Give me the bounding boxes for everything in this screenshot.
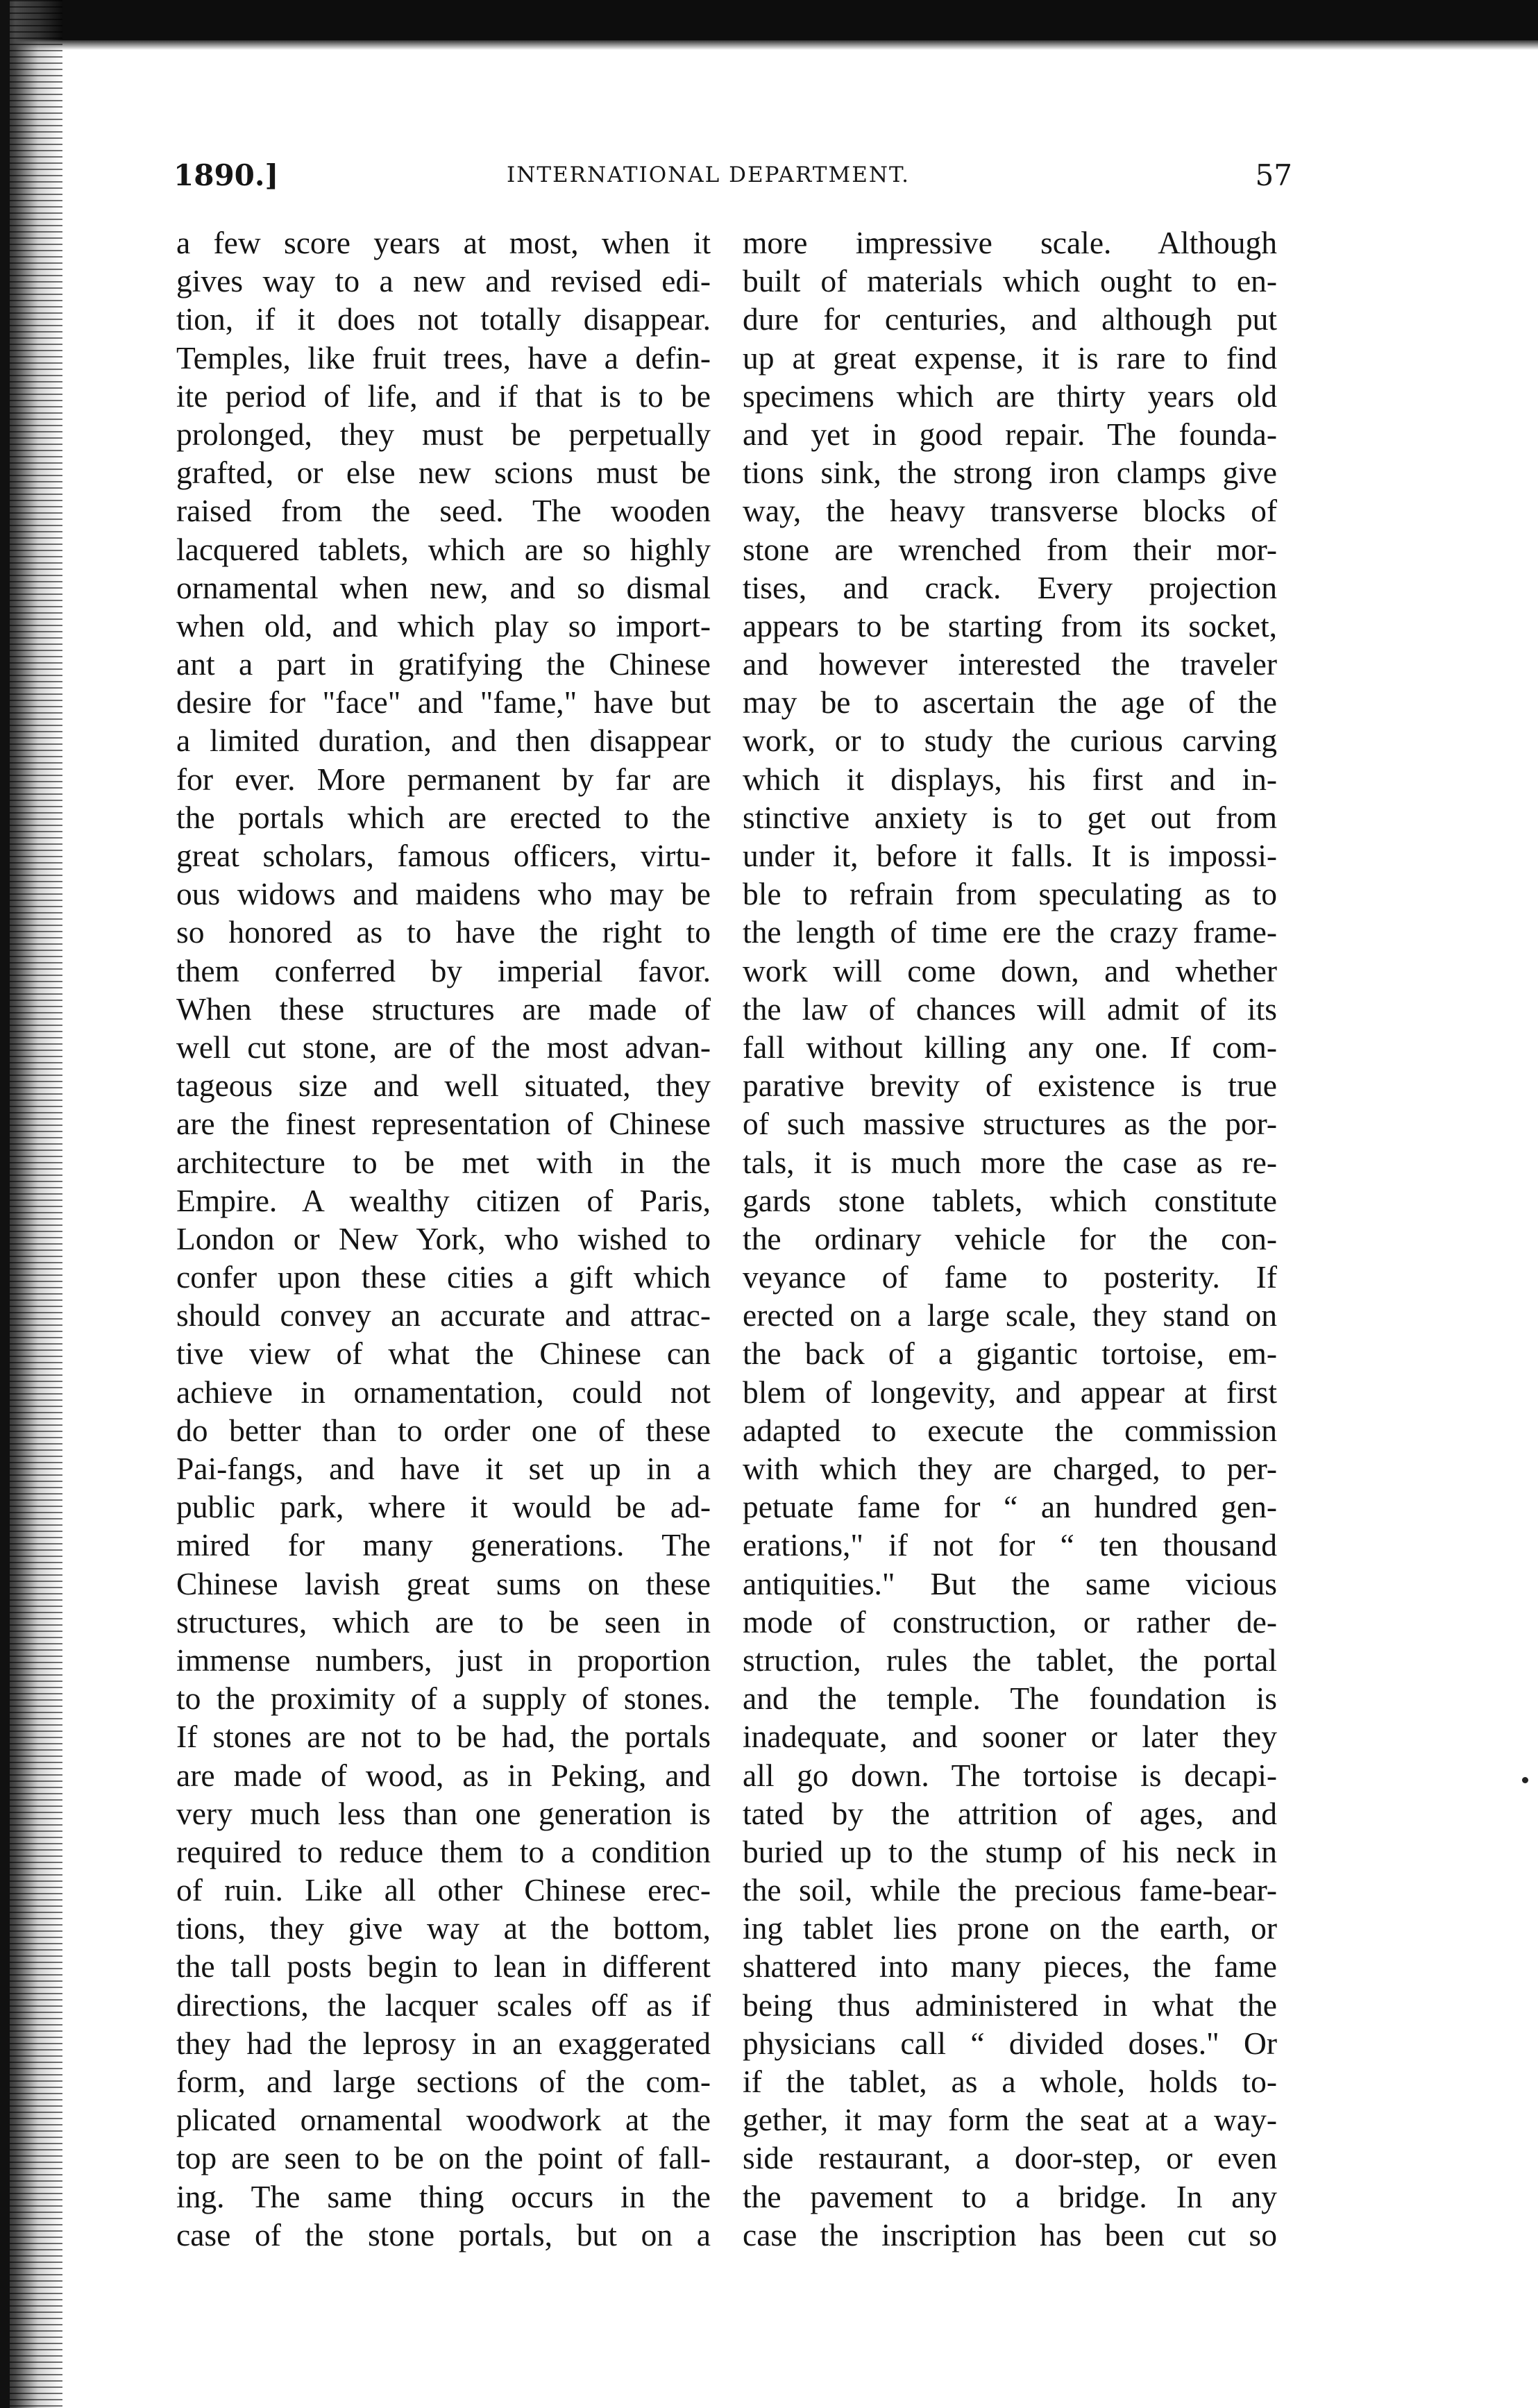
- text-line: form, and large sections of the com-: [176, 2064, 711, 2099]
- text-line: When these structures are made of: [176, 991, 711, 1027]
- scan-left-binding: [0, 0, 10, 2408]
- text-line: shattered into many pieces, the fame: [743, 1948, 1277, 1985]
- text-line: gether, it may form the seat at a way-: [743, 2102, 1277, 2138]
- text-line: prolonged, they must be perpetually: [176, 416, 711, 452]
- text-line: public park, where it would be ad-: [176, 1489, 711, 1525]
- text-line: appears to be starting from its socket,: [743, 607, 1277, 643]
- right-text-column: [743, 224, 1277, 2254]
- text-line: under it, before it falls. It is impossi-: [743, 838, 1277, 873]
- text-line: a few score years at most, when it: [176, 225, 711, 260]
- text-line: ing. The same thing occurs in the: [176, 2178, 711, 2214]
- text-line: of such massive structures as the por-: [743, 1106, 1277, 1142]
- text-line: confer upon these cities a gift which: [176, 1259, 711, 1295]
- text-line: work will come down, and whether: [743, 952, 1277, 988]
- text-line: mired for many generations. The: [176, 1527, 711, 1563]
- text-line: of ruin. Like all other Chinese erec-: [176, 1872, 711, 1908]
- text-line: ble to refrain from speculating as to: [743, 876, 1277, 912]
- text-line: very much less than one generation is: [176, 1795, 711, 1831]
- text-line: petuate fame for “ an hundred gen-: [743, 1489, 1277, 1525]
- scan-top-border: [0, 0, 1538, 40]
- text-line: case the inscription has been cut so: [743, 2216, 1277, 2253]
- text-line: way, the heavy transverse blocks of: [743, 493, 1277, 529]
- text-line: built of materials which ought to en-: [743, 263, 1277, 299]
- text-line: the tall posts begin to lean in different: [176, 1948, 711, 1985]
- text-line: are the finest representation of Chinese: [176, 1106, 711, 1142]
- scan-top-shadow: [0, 40, 1538, 50]
- text-line: ous widows and maidens who may be: [176, 876, 711, 912]
- text-line: all go down. The tortoise is decapi-: [743, 1757, 1277, 1793]
- text-line: tals, it is much more the case as re-: [743, 1144, 1277, 1180]
- text-line: up at great expense, it is rare to find: [743, 339, 1277, 376]
- text-line: erected on a large scale, they stand on: [743, 1297, 1277, 1333]
- text-line: are made of wood, as in Peking, and: [176, 1757, 711, 1793]
- running-head: [174, 158, 1292, 200]
- text-line: the back of a gigantic tortoise, em-: [743, 1336, 1277, 1372]
- text-line: required to reduce them to a condition: [176, 1833, 711, 1869]
- text-line: should convey an accurate and attrac-: [176, 1297, 711, 1333]
- text-line: tated by the attrition of ages, and: [743, 1795, 1277, 1831]
- text-line: Empire. A wealthy citizen of Paris,: [176, 1182, 711, 1218]
- text-line: inadequate, and sooner or later they: [743, 1719, 1277, 1755]
- text-line: fall without killing any one. If com-: [743, 1029, 1277, 1065]
- text-line: parative brevity of existence is true: [743, 1068, 1277, 1104]
- text-line: with which they are charged, to per-: [743, 1451, 1277, 1486]
- text-line: the ordinary vehicle for the con-: [743, 1220, 1277, 1256]
- text-line: buried up to the stump of his neck in: [743, 1833, 1277, 1869]
- text-line: the law of chances will admit of its: [743, 991, 1277, 1027]
- text-line: physicians call “ divided doses." Or: [743, 2025, 1277, 2061]
- text-line: and yet in good repair. The founda-: [743, 416, 1277, 452]
- text-line: tions, they give way at the bottom,: [176, 1910, 711, 1946]
- text-line: ornamental when new, and so dismal: [176, 569, 711, 605]
- text-line: blem of longevity, and appear at first: [743, 1374, 1277, 1410]
- text-line: the soil, while the precious fame-bear-: [743, 1872, 1277, 1908]
- text-line: them conferred by imperial favor.: [176, 952, 711, 988]
- text-line: adapted to execute the commission: [743, 1412, 1277, 1448]
- text-line: antiquities." But the same vicious: [743, 1565, 1277, 1601]
- text-line: London or New York, who wished to: [176, 1220, 711, 1256]
- text-line: lacquered tablets, which are so highly: [176, 531, 711, 567]
- text-line: when old, and which play so import-: [176, 607, 711, 643]
- text-line: specimens which are thirty years old: [743, 378, 1277, 414]
- header-title: INTERNATIONAL DEPARTMENT.: [507, 162, 910, 187]
- text-line: Chinese lavish great sums on these: [176, 1565, 711, 1601]
- text-line: directions, the lacquer scales off as if: [176, 1987, 711, 2023]
- text-line: erations," if not for “ ten thousand: [743, 1527, 1277, 1563]
- text-line: stinctive anxiety is to get out from: [743, 799, 1277, 835]
- text-line: veyance of fame to posterity. If: [743, 1259, 1277, 1295]
- text-line: case of the stone portals, but on a: [176, 2216, 711, 2253]
- text-line: and the temple. The foundation is: [743, 1681, 1277, 1717]
- text-line: tageous size and well situated, they: [176, 1068, 711, 1104]
- header-year: 1890.]: [174, 158, 279, 192]
- text-line: ant a part in gratifying the Chinese: [176, 646, 711, 682]
- text-line: raised from the seed. The wooden: [176, 493, 711, 529]
- scan-speck: [1522, 1777, 1528, 1783]
- text-line: structures, which are to be seen in: [176, 1603, 711, 1640]
- text-line: being thus administered in what the: [743, 1987, 1277, 2023]
- text-line: stone are wrenched from their mor-: [743, 531, 1277, 567]
- text-line: they had the leprosy in an exaggerated: [176, 2025, 711, 2061]
- text-line: Temples, like fruit trees, have a defin-: [176, 339, 711, 376]
- text-line: and however interested the traveler: [743, 646, 1277, 682]
- text-line: tises, and crack. Every projection: [743, 569, 1277, 605]
- text-line: tive view of what the Chinese can: [176, 1336, 711, 1372]
- text-line: dure for centuries, and although put: [743, 301, 1277, 337]
- text-line: grafted, or else new scions must be: [176, 455, 711, 491]
- text-line: ite period of life, and if that is to be: [176, 378, 711, 414]
- text-line: work, or to study the curious carving: [743, 723, 1277, 759]
- text-line: the portals which are erected to the: [176, 799, 711, 835]
- text-line: architecture to be met with in the: [176, 1144, 711, 1180]
- text-line: immense numbers, just in proportion: [176, 1642, 711, 1678]
- text-line: mode of construction, or rather de-: [743, 1603, 1277, 1640]
- text-line: tions sink, the strong iron clamps give: [743, 455, 1277, 491]
- text-line: Pai-fangs, and have it set up in a: [176, 1451, 711, 1486]
- text-line: to the proximity of a supply of stones.: [176, 1681, 711, 1717]
- text-line: the length of time ere the crazy frame-: [743, 914, 1277, 950]
- text-line: gards stone tablets, which constitute: [743, 1182, 1277, 1218]
- text-line: tion, if it does not totally disappear.: [176, 301, 711, 337]
- text-line: top are seen to be on the point of fall-: [176, 2140, 711, 2176]
- text-line: desire for "face" and "fame," have but: [176, 684, 711, 721]
- text-line: plicated ornamental woodwork at the: [176, 2102, 711, 2138]
- text-line: If stones are not to be had, the portals: [176, 1719, 711, 1755]
- text-line: well cut stone, are of the most advan-: [176, 1029, 711, 1065]
- text-line: do better than to order one of these: [176, 1412, 711, 1448]
- page-number: 57: [1255, 158, 1292, 192]
- text-line: gives way to a new and revised edi-: [176, 263, 711, 299]
- text-line: for ever. More permanent by far are: [176, 761, 711, 797]
- text-line: great scholars, famous officers, virtu-: [176, 838, 711, 873]
- left-text-column: [176, 224, 711, 2254]
- text-line: ing tablet lies prone on the earth, or: [743, 1910, 1277, 1946]
- text-line: more impressive scale. Although: [743, 225, 1277, 260]
- text-line: which it displays, his first and in-: [743, 761, 1277, 797]
- text-line: achieve in ornamentation, could not: [176, 1374, 711, 1410]
- text-line: so honored as to have the right to: [176, 914, 711, 950]
- text-line: struction, rules the tablet, the portal: [743, 1642, 1277, 1678]
- text-line: if the tablet, as a whole, holds to-: [743, 2064, 1277, 2099]
- text-line: the pavement to a bridge. In any: [743, 2178, 1277, 2214]
- text-line: may be to ascertain the age of the: [743, 684, 1277, 721]
- text-line: side restaurant, a door-step, or even: [743, 2140, 1277, 2176]
- text-line: a limited duration, and then disappear: [176, 723, 711, 759]
